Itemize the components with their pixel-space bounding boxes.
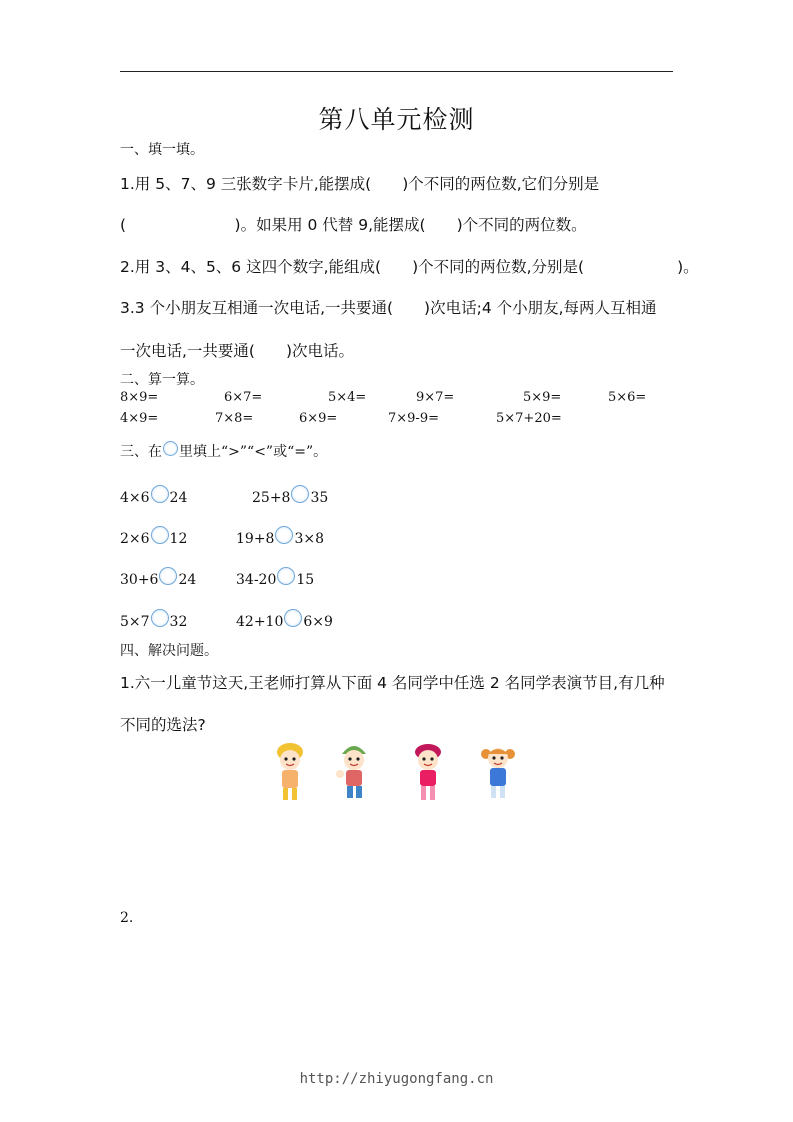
footer-url[interactable]: http://zhiyugongfang.cn	[299, 1071, 494, 1087]
circle-blank-icon	[163, 441, 178, 456]
expr: 6×9	[303, 614, 333, 630]
calc-item: 5×6=	[608, 390, 647, 405]
section-1-heading: 一、填一填。	[120, 142, 204, 158]
answer-circle[interactable]	[291, 485, 309, 503]
page-title: 第八单元检测	[318, 105, 475, 134]
answer-circle[interactable]	[151, 485, 169, 503]
compare-left	[120, 567, 196, 588]
fill-q2: 2.用 3、4、5、6 这四个数字,能组成( )个不同的两位数,分别是( )。	[120, 258, 699, 276]
section-2-heading: 二、算一算。	[120, 372, 204, 388]
child-green-hat-icon	[336, 746, 366, 798]
answer-circle[interactable]	[284, 609, 302, 627]
answer-circle[interactable]	[151, 609, 169, 627]
answer-circle[interactable]	[159, 567, 177, 585]
calc-item: 7×9-9=	[388, 411, 439, 426]
problem-1-line1: 1.六一儿童节这天,王老师打算从下面 4 名同学中任选 2 名同学表演节目,有几种	[120, 674, 665, 692]
expr: 15	[296, 572, 315, 588]
compare-left	[120, 609, 187, 630]
expr: 2×6	[120, 531, 150, 547]
calc-item: 5×4=	[328, 390, 367, 405]
compare-right	[236, 567, 314, 588]
calc-item: 5×7+20=	[496, 411, 562, 426]
fill-q3-line1: 3.3 个小朋友互相通一次电话,一共要通( )次电话;4 个小朋友,每两人互相通	[120, 299, 657, 317]
calc-item: 6×7=	[224, 390, 263, 405]
expr: 4×6	[120, 490, 150, 506]
compare-right	[236, 526, 324, 547]
child-pigtails-icon	[481, 748, 515, 798]
header-rule	[120, 71, 673, 72]
section-3-post: 里填上“>”“<”或“=”。	[179, 444, 328, 460]
section-4-heading: 四、解决问题。	[120, 643, 218, 659]
answer-circle[interactable]	[277, 567, 295, 585]
expr: 34-20	[236, 572, 277, 588]
children-illustration	[268, 740, 528, 804]
expr: 5×7	[120, 614, 150, 630]
fill-q1-line2: ( )。如果用 0 代替 9,能摆成( )个不同的两位数。	[120, 216, 587, 234]
calc-item: 8×9=	[120, 390, 159, 405]
compare-left	[120, 526, 187, 547]
section-3-heading	[120, 441, 327, 461]
expr: 12	[169, 531, 188, 547]
child-yellow-hat-icon	[277, 743, 303, 800]
answer-circle[interactable]	[275, 526, 293, 544]
calc-item: 7×8=	[215, 411, 254, 426]
expr: 42+10	[236, 614, 284, 630]
fill-q3-line2: 一次电话,一共要通( )次电话。	[120, 342, 355, 360]
problem-1-line2: 不同的选法?	[120, 716, 206, 734]
problem-2-number: 2.	[120, 910, 134, 926]
expr: 24	[178, 572, 197, 588]
compare-right	[252, 485, 328, 506]
calc-item: 4×9=	[120, 411, 159, 426]
compare-left	[120, 485, 187, 506]
section-3-pre: 三、在	[120, 444, 162, 460]
expr: 30+6	[120, 572, 159, 588]
expr: 32	[169, 614, 188, 630]
expr: 35	[310, 490, 329, 506]
calc-item: 6×9=	[299, 411, 338, 426]
child-pink-cap-icon	[415, 744, 441, 800]
expr: 24	[169, 490, 188, 506]
calc-item: 9×7=	[416, 390, 455, 405]
compare-right	[236, 609, 333, 630]
expr: 25+8	[252, 490, 291, 506]
expr: 3×8	[294, 531, 324, 547]
fill-q1-line1: 1.用 5、7、9 三张数字卡片,能摆成( )个不同的两位数,它们分别是	[120, 175, 600, 193]
answer-circle[interactable]	[151, 526, 169, 544]
calc-item: 5×9=	[523, 390, 562, 405]
expr: 19+8	[236, 531, 275, 547]
